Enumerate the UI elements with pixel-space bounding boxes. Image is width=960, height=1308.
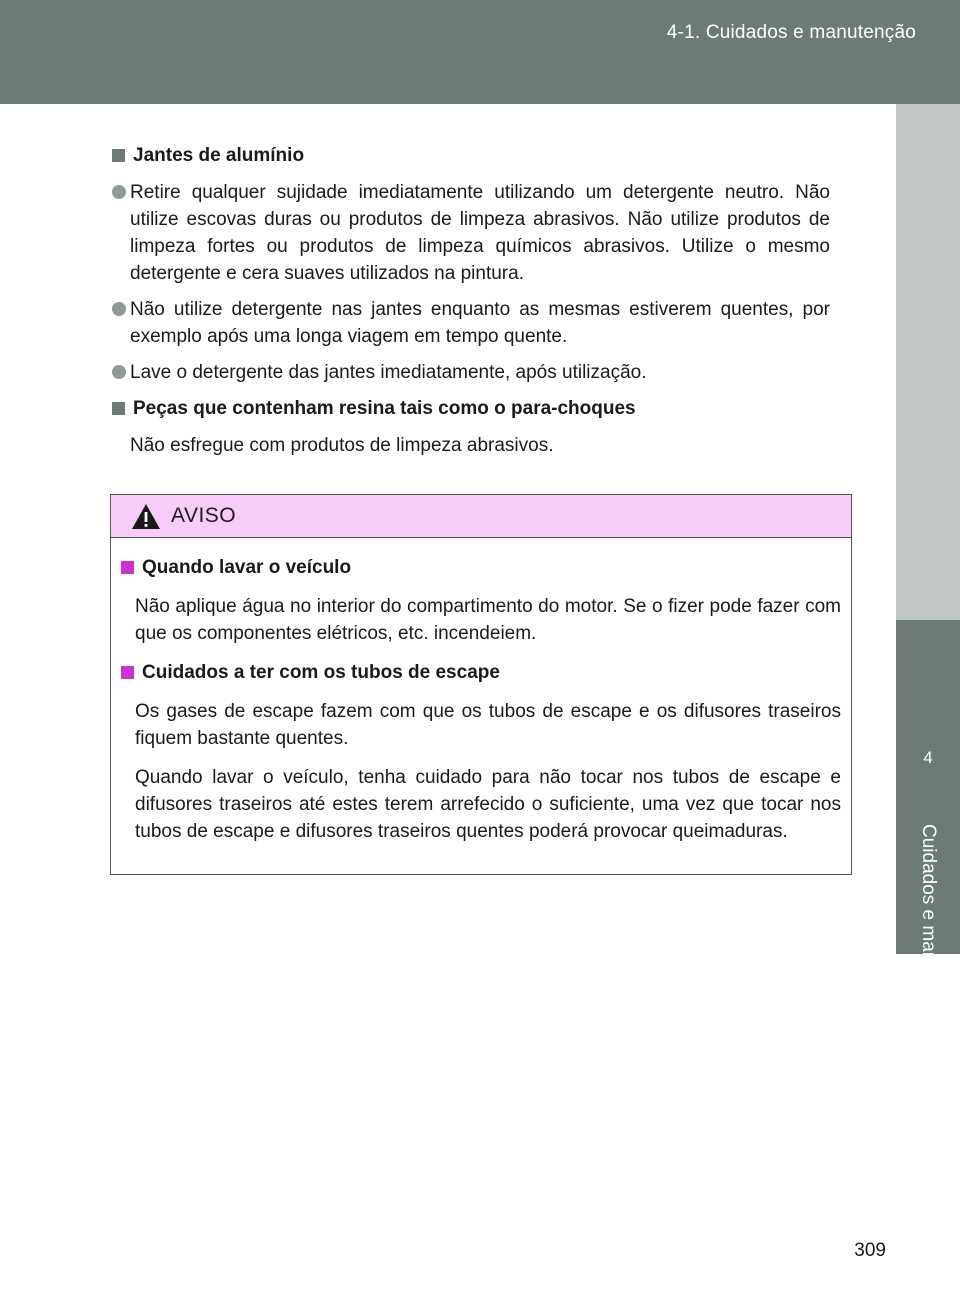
section-text: Não esfregue com produtos de limpeza abrasivos. bbox=[130, 435, 554, 456]
warning-section-heading bbox=[121, 659, 841, 686]
warning-heading-text: Cuidados a ter com os tubos de escape bbox=[142, 662, 500, 683]
bullet-text: Retire qualquer sujidade imediatamente utilizando um detergente neutro. Não utilize escovas duras ou produtos de limpeza abrasivos. Não utilize produtos de limpeza fortes ou produtos de limpeza químicos abrasivos. Utilize o mesmo detergente e cera suaves utilizados na pintura. bbox=[130, 182, 830, 284]
chapter-number: 4 bbox=[923, 748, 933, 767]
chapter-label: Cuidados e manutenção bbox=[918, 824, 939, 1030]
bullet-text: Lave o detergente das jantes imediatamente, após utilização. bbox=[130, 362, 647, 383]
square-bullet-icon bbox=[121, 666, 134, 679]
warning-body bbox=[111, 538, 851, 845]
section-heading bbox=[112, 395, 830, 422]
warning-triangle-icon bbox=[131, 503, 161, 530]
round-bullet-icon bbox=[112, 302, 126, 316]
warning-paragraph: Não aplique água no interior do compartimento do motor. Se o fizer pode fazer com que os componentes elétricos, etc. incendeiem. bbox=[135, 596, 841, 644]
page-header-bar bbox=[0, 0, 960, 104]
section-heading-text: Peças que contenham resina tais como o para-choques bbox=[133, 398, 636, 419]
warning-paragraph: Quando lavar o veículo, tenha cuidado para não tocar nos tubos de escape e difusores traseiros até estes terem arrefecido o suficiente, uma vez que tocar nos tubos de escape e difusores traseiros quentes poderá provocar queimaduras. bbox=[135, 767, 841, 842]
warning-title: AVISO bbox=[171, 504, 237, 527]
warning-header bbox=[111, 495, 851, 538]
section-heading bbox=[112, 142, 830, 169]
round-bullet-icon bbox=[112, 365, 126, 379]
chapter-side-tab bbox=[896, 104, 960, 1204]
square-bullet-icon bbox=[112, 402, 125, 415]
bullet-item bbox=[112, 179, 830, 287]
page-number: 309 bbox=[854, 1240, 886, 1261]
section-heading-text: Jantes de alumínio bbox=[133, 145, 305, 166]
bullet-item bbox=[112, 296, 830, 350]
warning-box bbox=[110, 494, 852, 875]
warning-section-heading bbox=[121, 554, 841, 581]
warning-paragraph: Os gases de escape fazem com que os tubos de escape e os difusores traseiros fiquem bastante quentes. bbox=[135, 701, 841, 749]
section-title: 4-1. Cuidados e manutenção bbox=[666, 22, 916, 43]
main-content bbox=[112, 142, 830, 469]
bullet-item bbox=[112, 359, 830, 386]
square-bullet-icon bbox=[121, 561, 134, 574]
side-tab-upper bbox=[896, 104, 960, 620]
square-bullet-icon bbox=[112, 149, 125, 162]
warning-heading-text: Quando lavar o veículo bbox=[142, 557, 352, 578]
bullet-text: Não utilize detergente nas jantes enquanto as mesmas estiverem quentes, por exemplo após uma longa viagem em tempo quente. bbox=[130, 299, 830, 347]
round-bullet-icon bbox=[112, 185, 126, 199]
